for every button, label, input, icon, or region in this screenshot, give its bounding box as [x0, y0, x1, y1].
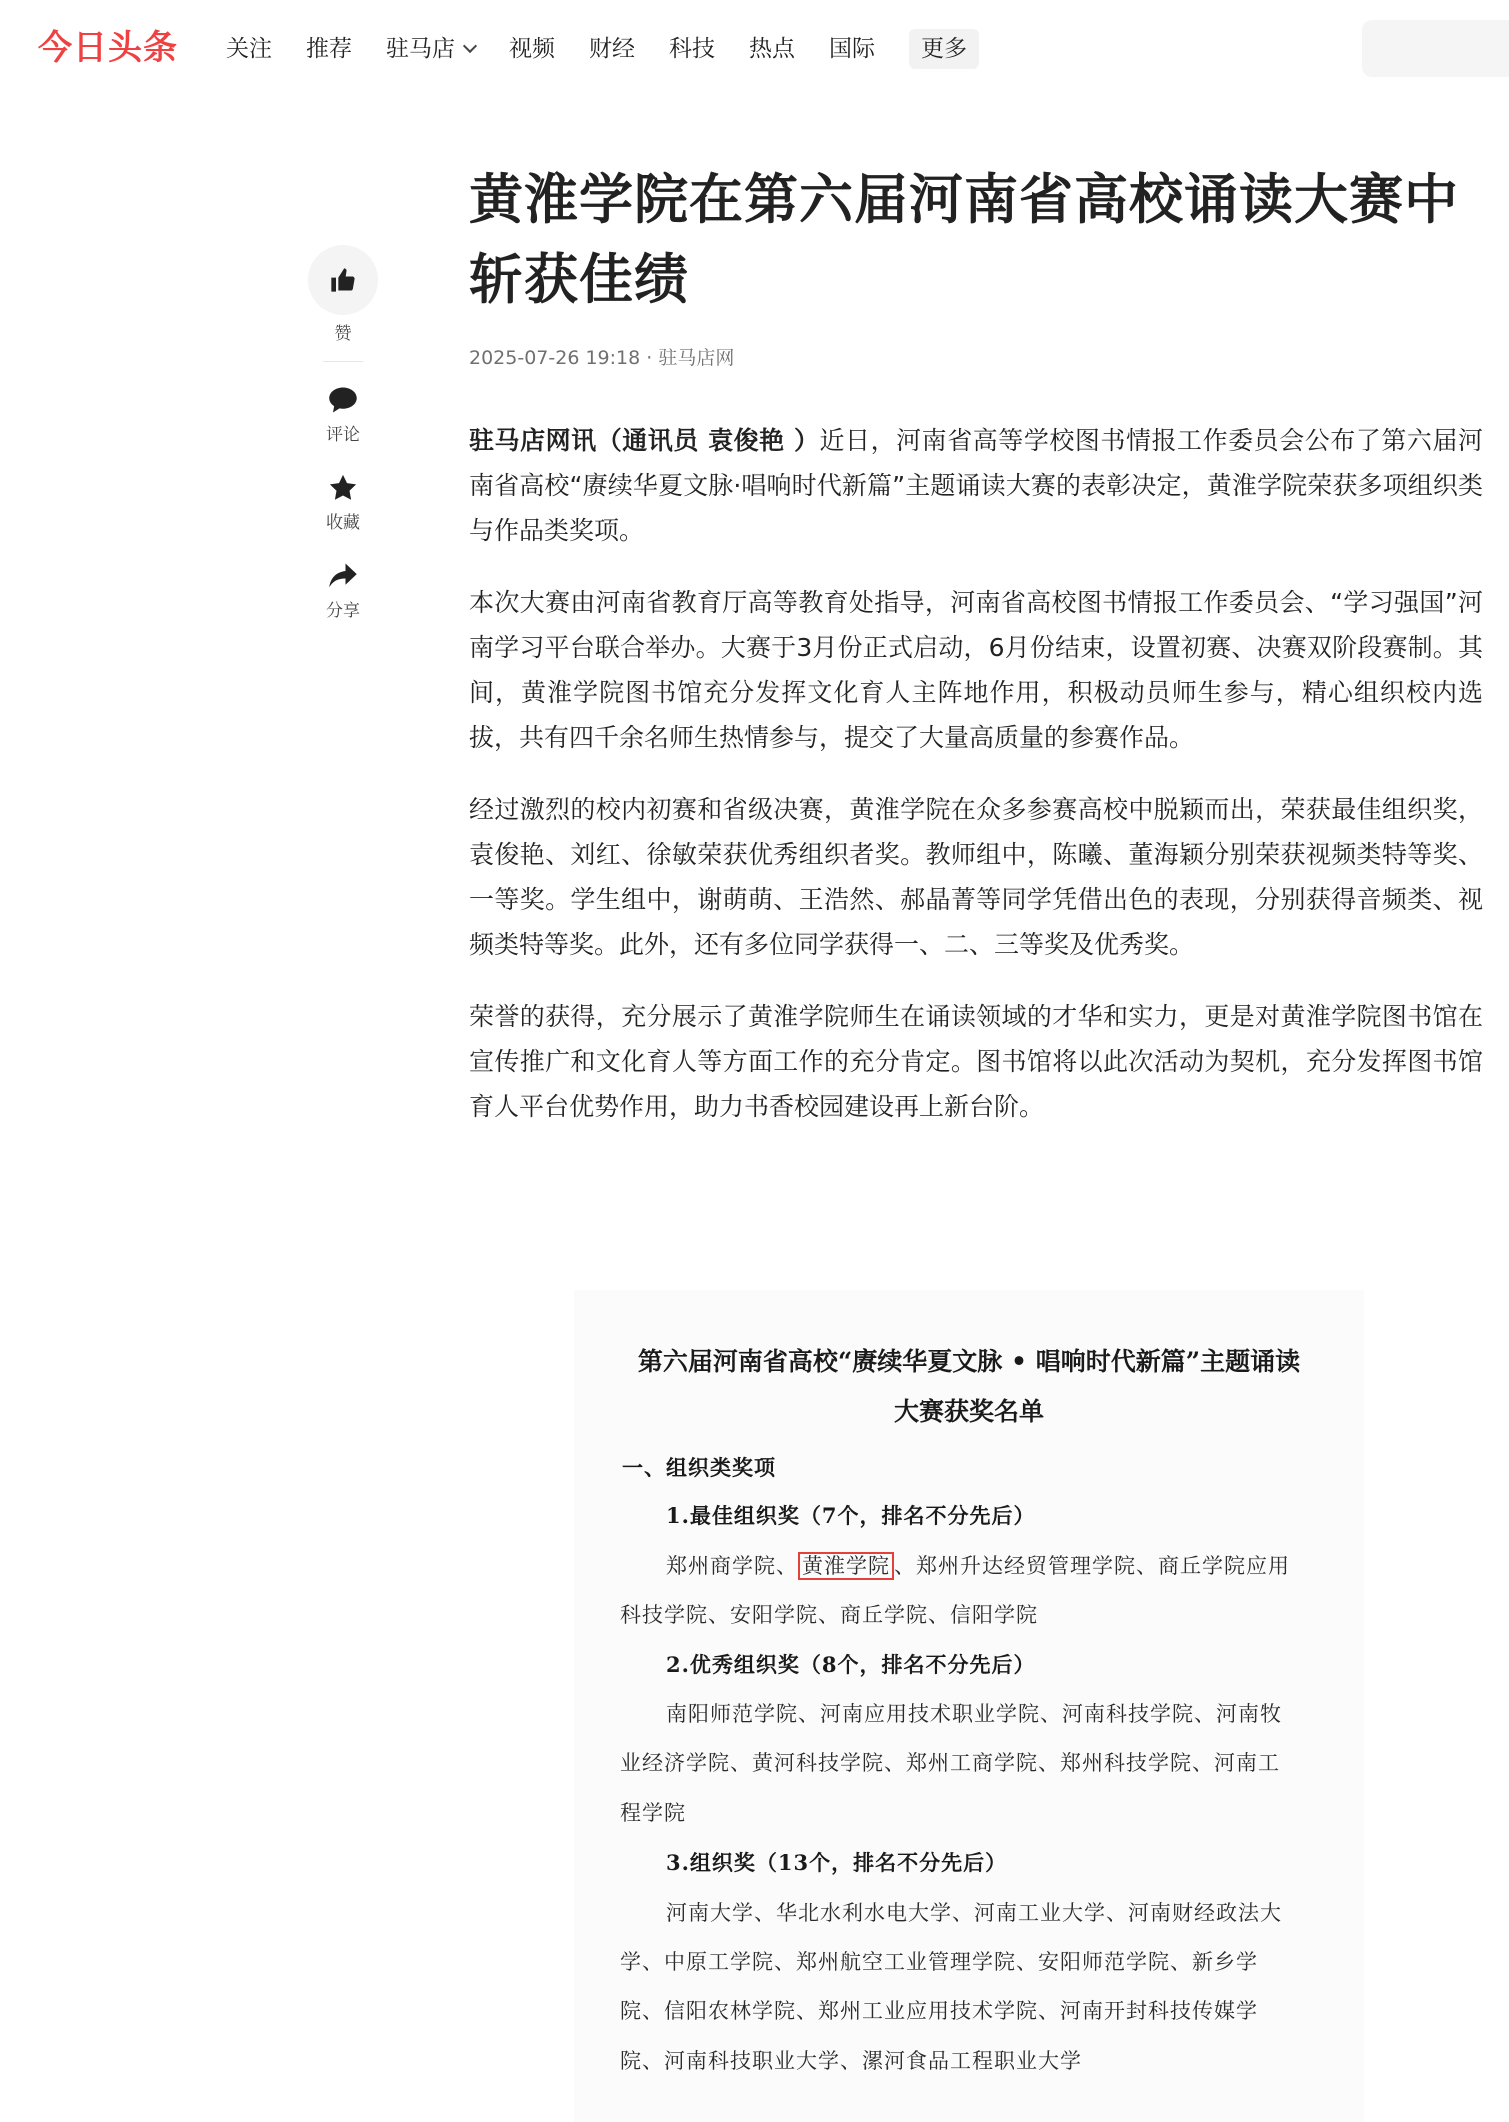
like-button[interactable] — [303, 245, 383, 345]
share-icon — [328, 562, 358, 590]
award-best-pre: 郑州商学院、 — [666, 1554, 798, 1578]
nav-item-video[interactable]: 视频 — [509, 36, 555, 62]
search-input[interactable] — [1362, 20, 1509, 77]
document-title-line-1: 第六届河南省高校“赓续华夏文脉 • 唱响时代新篇”主题诵读 — [637, 1347, 1301, 1376]
chevron-down-icon — [463, 39, 477, 53]
comment-icon — [328, 386, 358, 414]
favorite-button[interactable] — [303, 472, 383, 534]
award-organization-line-1: 河南大学、华北水利水电大学、河南工业大学、河南财经政法大 — [666, 1901, 1282, 1925]
article-title: 黄淮学院在第六届河南省高校诵读大赛中斩获佳绩 — [469, 168, 1459, 311]
nav-item-hot[interactable]: 热点 — [749, 36, 795, 62]
comment-icon-wrap — [325, 384, 361, 416]
article-paragraph: 经过激烈的校内初赛和省级决赛，黄淮学院在众多参赛高校中脱颖而出，荣获最佳组织奖，袁俊艳、刘红、徐敏荣获优秀组织者奖。教师组中，陈曦、董海颖分别荣获视频类特等奖、一等奖。学生组中，谢萌萌、王浩然、郝晶菁等同学凭借出色的表现，分别获得音频类、视频类特等奖。此外，还有多位同学获得一、二、三等奖及优秀奖。 — [469, 795, 1483, 959]
nav-item-finance[interactable]: 财经 — [589, 36, 635, 62]
award-excellent-line-2: 业经济学院、黄河科技学院、郑州工商学院、郑州科技学院、河南工 — [620, 1751, 1280, 1775]
document-title-line-2: 大赛获奖名单 — [893, 1397, 1044, 1426]
like-circle — [308, 245, 378, 315]
star-icon — [328, 473, 358, 503]
top-navigation-bar — [0, 0, 1509, 74]
article-paragraph: 本次大赛由河南省教育厅高等教育处指导，河南省高校图书情报工作委员会、“学习强国”河南学习平台联合举办。大赛于3月份正式启动，6月份结束，设置初赛、决赛双阶段赛制。其间，黄淮学院图书馆充分发挥文化育人主阵地作用，积极动员师生参与，精心组织校内选拔，共有四千余名师生热情参与，提交了大量高质量的参赛作品。 — [469, 588, 1483, 752]
article-meta: 2025-07-26 19:18 · 驻马店网 — [469, 347, 735, 369]
nav-item-international[interactable]: 国际 — [829, 36, 875, 62]
article-action-rail — [303, 245, 383, 622]
award-organization-line-4: 院、河南科技职业大学、漯河食品工程职业大学 — [620, 2049, 1082, 2073]
award-organization-line-2: 学、中原工学院、郑州航空工业管理学院、安阳师范学院、新乡学 — [620, 1950, 1258, 1974]
article-paragraph — [469, 418, 1483, 553]
toutiao-logo[interactable]: 今日头条 — [38, 28, 178, 68]
star-icon-wrap — [325, 472, 361, 504]
award-list-document-image — [574, 1290, 1364, 2122]
award-best-line-1 — [666, 1550, 1290, 1580]
comment-label: 评论 — [326, 425, 360, 445]
channel-nav — [226, 29, 1013, 69]
award-best-post: 、郑州升达经贸管理学院、商丘学院应用 — [894, 1554, 1290, 1578]
article-paragraph: 荣誉的获得，充分展示了黄淮学院师生在诵读领域的才华和实力，更是对黄淮学院图书馆在宣传推广和文化育人等方面工作的充分肯定。图书馆将以此次活动为契机，充分发挥图书馆育人平台优势作用，助力书香校园建设再上新台阶。 — [469, 1002, 1483, 1121]
nav-item-zhumadian[interactable] — [386, 29, 475, 69]
favorite-label: 收藏 — [326, 513, 360, 533]
rail-spacer — [303, 534, 383, 560]
award-excellent-line-1: 南阳师范学院、河南应用技术职业学院、河南科技学院、河南牧 — [666, 1702, 1282, 1726]
share-button[interactable] — [303, 560, 383, 622]
share-icon-wrap — [325, 560, 361, 592]
article-lead-text: 近日，河南省高等学校图书情报工作委员会公布了第六届河南省高校“赓续华夏文脉·唱响时代新篇”主题诵读大赛的表彰决定，黄淮学院荣获多项组织类与作品类奖项。 — [469, 426, 1483, 545]
article-lead-source: 驻马店网讯（通讯员 袁俊艳 ） — [469, 426, 820, 455]
highlighted-school: 黄淮学院 — [798, 1552, 894, 1580]
award-heading-excellent: 2.优秀组织奖（8个，排名不分先后） — [666, 1652, 1036, 1677]
nav-item-zhumadian-label: 驻马店 — [386, 36, 455, 62]
rail-divider — [323, 361, 363, 362]
comment-button[interactable] — [303, 384, 383, 446]
award-heading-best: 1.最佳组织奖（7个，排名不分先后） — [666, 1503, 1036, 1528]
thumbs-up-icon — [329, 266, 357, 294]
nav-item-tech[interactable]: 科技 — [669, 36, 715, 62]
nav-item-recommend[interactable]: 推荐 — [306, 36, 352, 62]
like-label: 赞 — [334, 324, 352, 344]
award-excellent-line-3: 程学院 — [620, 1801, 686, 1825]
award-best-line-2: 科技学院、安阳学院、商丘学院、信阳学院 — [620, 1603, 1038, 1627]
nav-item-follow[interactable]: 关注 — [226, 36, 272, 62]
document-section-heading: 一、组织类奖项 — [622, 1455, 776, 1480]
award-organization-line-3: 院、信阳农林学院、郑州工业应用技术学院、河南开封科技传媒学 — [620, 1999, 1258, 2023]
share-label: 分享 — [326, 601, 360, 621]
nav-item-more[interactable]: 更多 — [909, 29, 979, 69]
article — [469, 160, 1483, 1129]
rail-spacer — [303, 446, 383, 472]
award-heading-organization: 3.组织奖（13个，排名不分先后） — [666, 1850, 1008, 1875]
